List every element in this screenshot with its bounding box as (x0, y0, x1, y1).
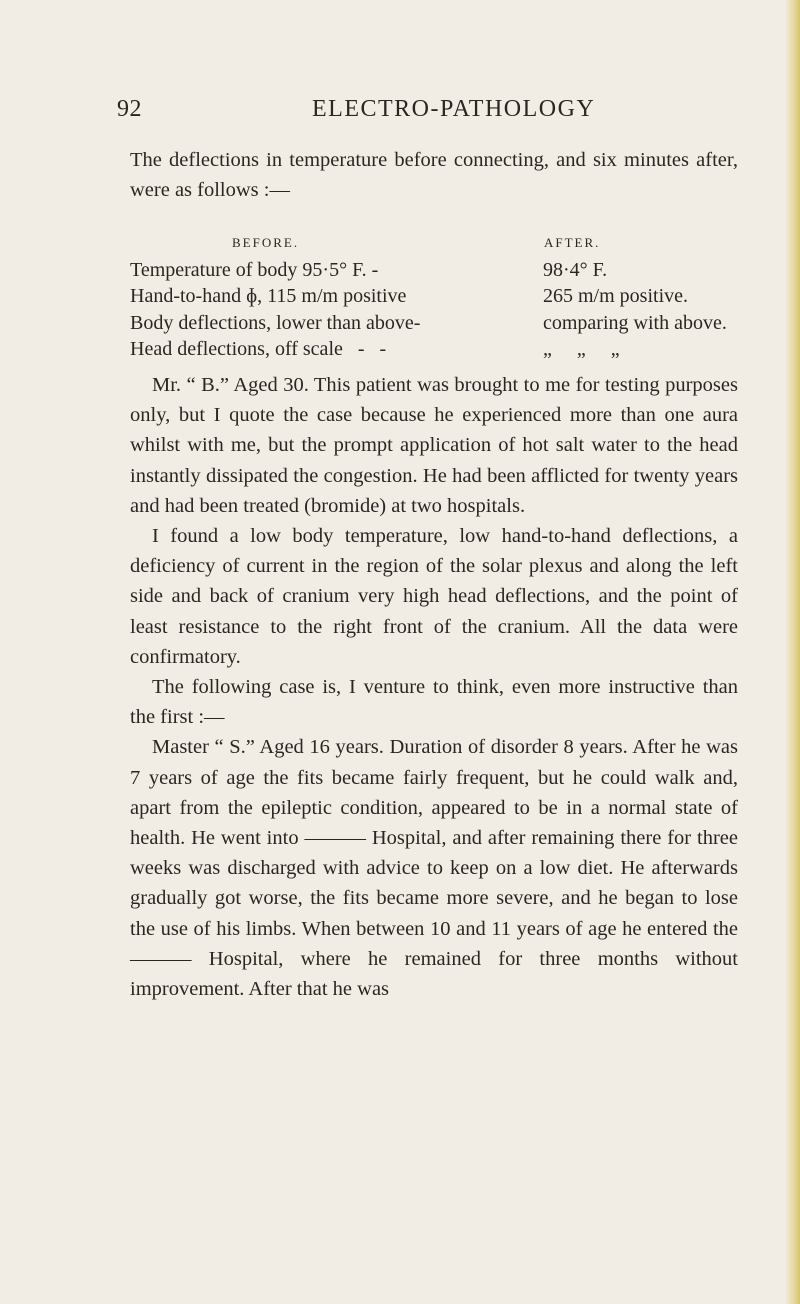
table-row (130, 283, 750, 309)
before-cell: Body deflections, lower than above- (130, 311, 421, 334)
after-cell: „ „ „ (543, 337, 620, 360)
paragraph-following-case: The following case is, I venture to think, even more instructive than the first :— (130, 676, 738, 729)
page-number: 92 (117, 96, 142, 122)
measurements-table (130, 231, 750, 362)
paragraph-master-s: Master “ S.” Aged 16 years. Duration of disorder 8 years. After he was 7 years of age the fits became fairly frequent, but he could walk and, apart from the epileptic condition, appeared to be in a normal state of health. He went into ——— Hospital, and after remaining there for three weeks was discharged with advice to keep on a low diet. He afterwards gradually got worse, the fits became more severe, and he began to lose the use of his limbs. When between 10 and 11 years of age he entered the ——— Hospital, where he remained for three months without improvement. After that he was (130, 736, 738, 1001)
intro-paragraph: The deflections in temperature before connecting, and six minutes after, were as follows :— (130, 149, 738, 202)
body-text (130, 370, 738, 1004)
table-row (130, 257, 750, 283)
before-cell: Hand-to-hand ɸ, 115 m/m positive (130, 285, 407, 308)
paragraph-mr-b: Mr. “ B.” Aged 30. This patient was brought to me for testing purposes only, but I quote the case because he experienced more than one aura whilst with me, but the prompt application of hot salt water to the head instantly dissipated the congestion. He had been afflicted for twenty years and had been treated (bromide) at two hospitals. (130, 374, 738, 517)
before-cell: Head deflections, off scale - - (130, 337, 387, 360)
table-header (130, 231, 750, 257)
paragraph-findings: I found a low body temperature, low hand-to-hand deflections, a deficiency of current in the region of the solar plexus and along the left side and back of cranium very high head deflections, and the point of least resistance to the right front of the cranium. All the data were confirmatory. (130, 525, 738, 668)
before-cell: Temperature of body 95·5° F. - (130, 259, 379, 281)
table-row (130, 336, 750, 362)
after-cell: 265 m/m positive. (543, 285, 688, 308)
table-row (130, 310, 750, 336)
page-header (0, 96, 800, 136)
column-header-after: AFTER. (544, 235, 601, 250)
after-cell: 98·4° F. (543, 259, 608, 281)
running-head: ELECTRO-PATHOLOGY (312, 96, 596, 122)
after-cell: comparing with above. (543, 311, 727, 334)
column-header-before: BEFORE. (232, 235, 300, 250)
page-edge (786, 0, 800, 1304)
